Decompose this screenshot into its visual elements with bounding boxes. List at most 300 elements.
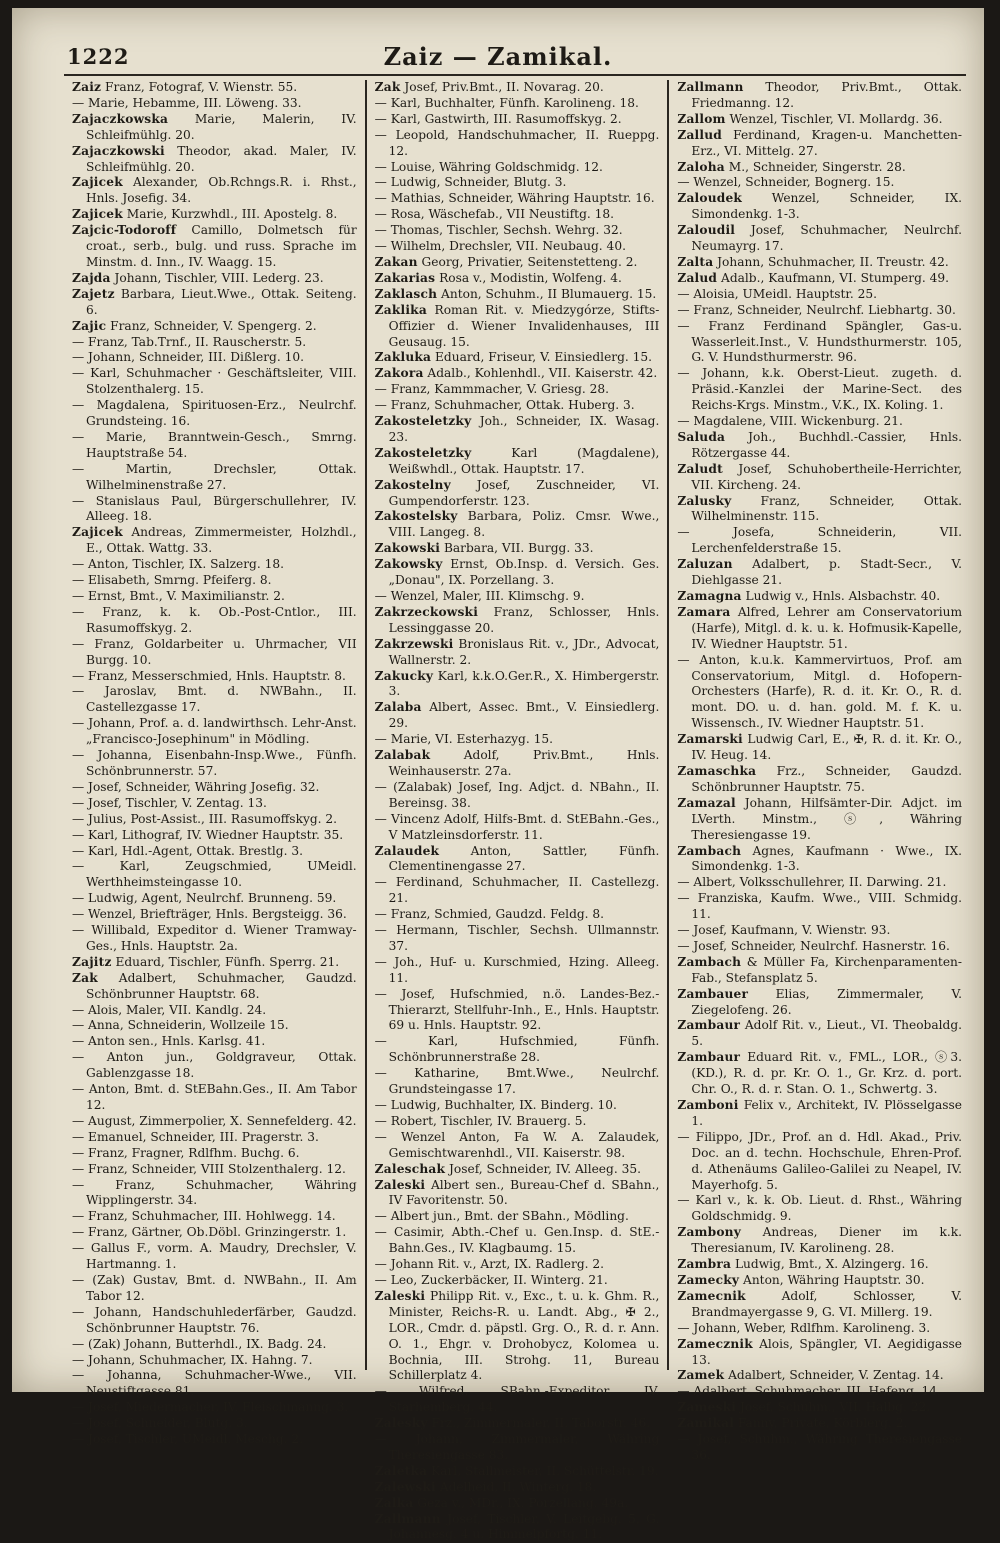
entry-surname: Zamek: [677, 1368, 725, 1383]
directory-entry: [677, 1416, 962, 1432]
entry-details: Bronislaus Rit. v., JDr., Advocat, Wallnerstr. 2.: [388, 636, 660, 667]
entry-details: Johann, Tischler, VIII. Lederg. 23.: [110, 270, 324, 285]
directory-entry: [677, 1432, 962, 1464]
entry-surname: Zamazal: [677, 795, 736, 810]
entry-details: — Elisabeth, Smrng. Pfeiferg. 8.: [72, 573, 272, 588]
directory-entry: [375, 303, 660, 351]
entry-surname: Zalabak: [374, 748, 431, 763]
directory-entry: [375, 987, 660, 1035]
directory-entry: [677, 1193, 962, 1225]
entry-details: — Casimir, Abth.-Chef u. Gen.Insp. d. StE.-Bahn.Ges., IV. Klagbaumg. 15.: [374, 1225, 660, 1256]
directory-entry: [72, 1003, 357, 1019]
entry-details: — Karl, Gastwirth, III. Rasumoffskyg. 2.: [374, 111, 622, 126]
entry-surname: Zameski: [677, 1400, 737, 1415]
directory-entry: [375, 96, 660, 112]
directory-entry: [72, 398, 357, 430]
running-head: Zaiz — Zamikal.: [383, 42, 613, 71]
directory-entry: [72, 971, 357, 1003]
entry-details: Agnes, Kaufmann · Wwe., IX. Simondenkg. 1-3.: [691, 843, 963, 874]
entry-details: — Johanna, Eisenbahn-Insp.Wwe., Fünfh. Schönbrunnerstr. 57.: [72, 748, 357, 778]
entry-surname: Zajic: [72, 318, 107, 333]
entry-surname: Zaklasch: [374, 286, 438, 301]
entry-surname: Zakosteletzky: [374, 414, 472, 429]
entry-details: — Franz, Schneider, VIII Stolzenthalerg. 12.: [72, 1161, 346, 1176]
directory-entry: [677, 80, 962, 112]
directory-entry: [375, 1034, 660, 1066]
entry-details: Alfred, Lehrer am Conservatorium (Harfe), Mitgl. d. k. u. k. Hofmusik-Kapelle, IV. Wiedner Hauptstr. 51.: [691, 604, 963, 651]
directory-entry: [677, 1130, 962, 1194]
directory-entry: [72, 366, 357, 398]
entry-surname: Zallmann: [677, 80, 744, 94]
entry-details: Franz, Schneider, V. Spengerg. 2.: [106, 318, 317, 333]
entry-details: — Franz, Fragner, Rdlfhm. Buchg. 6.: [72, 1145, 300, 1160]
entry-details: — Martin, Drechsler, Ottak. Wilhelminenstraße 27.: [72, 461, 357, 492]
entry-details: — Julius, Post-Assist., III. Rasumoffskyg. 2.: [72, 811, 338, 826]
directory-entry: [677, 1321, 962, 1337]
directory-entry: [72, 1018, 357, 1034]
entry-surname: Zak: [72, 970, 98, 985]
entry-details: — Louise, Währing Goldschmidg. 12.: [374, 159, 603, 174]
entry-details: — Franz, Schuhmacher, III. Hohlwegg. 14.: [72, 1209, 336, 1224]
entry-surname: Zambaur: [677, 1018, 741, 1033]
directory-entry: [677, 1273, 962, 1289]
entry-details: Alois, Spängler, VI. Aegidigasse 13.: [691, 1336, 963, 1367]
directory-entry: [72, 271, 357, 287]
entry-details: Rosa v., Modistin, Wolfeng. 4.: [435, 270, 622, 285]
directory-entry: [72, 175, 357, 207]
directory-entry: [375, 175, 660, 191]
directory-entry: [72, 859, 357, 891]
directory-entry: [677, 175, 962, 191]
directory-entry: [375, 1464, 660, 1480]
entry-details: — Marie, Branntwein-Gesch., Smrng. Hauptstraße 54.: [72, 429, 357, 460]
directory-entry: [375, 748, 660, 780]
entry-details: Josef, Schneider, IV. Alleeg. 35.: [445, 1161, 641, 1176]
entry-surname: Zajcic-Todoroff: [72, 223, 177, 238]
directory-entry: [375, 1114, 660, 1130]
directory-entry: [72, 684, 357, 716]
entry-details: — Joh., Huf- u. Kurschmied, Hzing. Alleeg. 11.: [374, 954, 660, 985]
entry-details: — Wenzel, Briefträger, Hnls. Bergsteigg. 36.: [72, 907, 347, 922]
entry-details: — Ludwig, Agent, Neulrchf. Brunneng. 59.: [72, 891, 337, 906]
directory-entry: [375, 1257, 660, 1273]
entry-details: — Anna, Schneiderin, Wollzeile 15.: [72, 1018, 289, 1033]
entry-details: — Franz, Schneider, Neulrchf. Liebhartg. 30.: [677, 302, 956, 317]
directory-entry: [72, 844, 357, 860]
directory-entry: [677, 923, 962, 939]
directory-entry: [677, 1337, 962, 1369]
directory-entry: [375, 1162, 660, 1178]
directory-entry: [375, 780, 660, 812]
directory-entry: [375, 80, 660, 96]
directory-entry: [72, 1305, 357, 1337]
entry-details: — Alois, Maler, VII. Kandlg. 24.: [72, 1002, 267, 1017]
directory-entry: [375, 1066, 660, 1098]
entry-details: — Magdalena, Spirituosen-Erz., Neulrchf. Grundsteing. 16.: [72, 398, 357, 429]
entry-surname: Zalewski: [374, 1479, 436, 1494]
entry-details: Karl, Stallmeister, II. Schüttelstr. 19.: [427, 1463, 659, 1478]
entry-details: Alexander, Ob.Rchngs.R. i. Rhst., Hnls. Josefig. 34.: [86, 175, 357, 206]
entry-details: — Katharine, Bmt.Wwe., Neulrchf. Grundsteingasse 17.: [374, 1066, 660, 1097]
column-3: [667, 80, 970, 1462]
entry-surname: Zamarski: [677, 732, 743, 747]
directory-entry: [72, 1273, 357, 1305]
directory-entry: [375, 255, 660, 271]
entry-details: — Franz, Messerschmied, Hnls. Hauptstr. 8.: [72, 668, 346, 683]
entry-details: — Josef, Schuhm., Währing Theresiengasse 36.: [677, 1432, 963, 1462]
entry-details: — (Zak) Johann, Butterhdl., IX. Badg. 24.: [72, 1336, 327, 1351]
entry-details: Anton, Währing Hauptstr. 30.: [739, 1272, 925, 1287]
directory-entry: [72, 796, 357, 812]
entry-details: — Filippo, JDr., Prof. an d. Hdl. Akad., Priv. Doc. an d. techn. Hochschule, Ehren-Prof. d. Athenäums Galileo-Galilei zu Neapel, IV. Mayerhofg. 5.: [677, 1129, 963, 1192]
directory-entry: [375, 271, 660, 287]
entry-details: — Karl, Lithograf, IV. Wiedner Hauptstr. 35.: [72, 827, 344, 842]
entry-surname: Zamecky: [677, 1272, 740, 1287]
directory-entry: [375, 1512, 660, 1543]
entry-details: — Wilhelm, Drechsler, VII. Neubaug. 40.: [374, 239, 626, 254]
directory-entry: [677, 271, 962, 287]
directory-entry: [375, 955, 660, 987]
directory-entry: [375, 1384, 660, 1416]
directory-entry: [375, 844, 660, 876]
directory-entry: [72, 589, 357, 605]
directory-entry: [677, 557, 962, 589]
entry-details: — Josef, Tischler, V. Zentag. 13.: [72, 795, 267, 810]
entry-surname: Zambach: [677, 954, 742, 969]
directory-entry: [375, 557, 660, 589]
entry-surname: Saluda: [677, 429, 726, 444]
entry-details: Adalbert, p. Stadt-Secr., V. Diehlgasse 21.: [691, 557, 963, 588]
entry-details: — Johann, k.k. Oberst-Lieut. zugeth. d. Präsid.-Kanzlei der Marine-Sect. des Reichs-Krgs. Minstm., V.K., IX. Koling. 1.: [677, 366, 963, 413]
directory-entry: [72, 80, 357, 96]
directory-entry: [375, 812, 660, 844]
directory-entry: [375, 923, 660, 955]
directory-entry: [375, 541, 660, 557]
directory-entry: [375, 1098, 660, 1114]
entry-details: Adolf, Schlosser, V. Brandmayergasse 9, G. VI. Millerg. 19.: [691, 1288, 963, 1319]
entry-details: Josef, Tischler, V. Leitgebg. 5, G. Johannesg. 4 u. Himmelpfortg. 11.: [388, 1511, 660, 1542]
entry-details: Josef, Zuschneider, VI. Gumpendorferstr. 123.: [388, 477, 660, 508]
entry-details: — Josef, Tischler, UMeidl. Meschg. 2.: [72, 1432, 303, 1447]
entry-details: — Josef, Schneider, Blutg. 3.: [72, 1416, 248, 1431]
entry-details: — Ludwig, Schneider, Blutg. 3.: [374, 175, 567, 190]
entry-details: — Robert, Tischler, IV. Brauerg. 5.: [374, 1113, 587, 1128]
directory-entry: [72, 1082, 357, 1114]
directory-entry: [375, 239, 660, 255]
entry-details: — Franz, Schuhmacher, Währing Wipplingerstr. 34.: [72, 1177, 357, 1208]
directory-entry: [375, 1273, 660, 1289]
directory-entry: [375, 700, 660, 732]
directory-entry: [677, 191, 962, 223]
entry-details: Josef, Schuhmacher, Neulrchf. Neumayrg. 17.: [691, 223, 963, 254]
entry-details: — Josef, Schneider, Neulrchf. Hasnerstr. 16.: [677, 938, 950, 953]
entry-surname: Zamboni: [677, 1098, 739, 1112]
entry-surname: Zambauer: [677, 986, 749, 1001]
entry-surname: Zaluzan: [677, 557, 733, 572]
entry-surname: Zallud: [677, 127, 722, 142]
entry-details: — Franz, Gärtner, Ob.Döbl. Grinzingerstr. 1.: [72, 1225, 347, 1240]
directory-entry: [72, 319, 357, 335]
entry-details: Anton, Sattler, Fünfh. Clementinengasse 27.: [388, 843, 660, 874]
entry-details: — (Zalabak) Josef, Ing. Adjct. d. NBahn., II. Bereinsg. 38.: [374, 779, 660, 810]
directory-entry: [72, 335, 357, 351]
entry-surname: Zakrzewski: [374, 636, 454, 651]
entry-surname: Zakrzeckowski: [374, 604, 479, 619]
directory-entry: [677, 1050, 962, 1098]
entry-surname: Zalta: [677, 254, 714, 269]
page-number: 1222: [67, 44, 130, 69]
directory-entry: [72, 1416, 357, 1432]
entry-details: — Ludwig, Buchhalter, IX. Binderg. 10.: [374, 1098, 617, 1112]
entry-surname: Zajicek: [72, 175, 123, 190]
directory-entry: [677, 414, 962, 430]
directory-entry: [72, 828, 357, 844]
entry-details: — Leo, Zuckerbäcker, II. Winterg. 21.: [374, 1272, 608, 1287]
directory-entry: [677, 653, 962, 733]
entry-details: — Mathias, Schneider, Währing Hauptstr. 16.: [374, 191, 655, 206]
entry-details: Fanny, Private, Körblerg. 2.: [734, 1416, 908, 1431]
entry-details: Adalb., Kohlenhdl., VII. Kaiserstr. 42.: [423, 366, 658, 381]
directory-entry: [375, 223, 660, 239]
entry-surname: Zaiz: [72, 80, 102, 94]
directory-entry: [72, 430, 357, 462]
entry-surname: Zamikal: [677, 1416, 735, 1431]
directory-entry: [72, 1225, 357, 1241]
directory-entry: [72, 287, 357, 319]
entry-details: — Josef, Kaufmann, V. Wienstr. 93.: [677, 923, 891, 938]
entry-details: Josef, Schuhm., VII. Halbg. 22.: [736, 1400, 931, 1415]
entry-details: Joh., Schneider, IX. Wasag. 23.: [388, 414, 660, 444]
entry-surname: Zakowsky: [374, 557, 443, 572]
directory-entry: [677, 1018, 962, 1050]
directory-entry: [677, 875, 962, 891]
entry-details: M., Schneider, Singerstr. 28.: [724, 159, 906, 174]
entry-surname: Zakluka: [374, 350, 432, 365]
entry-details: — Thomas, Tischler, Sechsh. Wehrg. 32.: [374, 223, 623, 238]
directory-entry: [375, 1416, 660, 1432]
directory-entry: [375, 509, 660, 541]
directory-entry: [72, 669, 357, 685]
entry-details: Andreas, Diener im k.k. Theresianum, IV. Karolineng. 28.: [691, 1225, 963, 1256]
entry-details: — Johann, Schuhmacher, IX. Hahng. 7.: [72, 1352, 313, 1367]
entry-details: Barbara, VII. Burgg. 33.: [440, 541, 594, 556]
directory-entry: [72, 1034, 357, 1050]
directory-entry: [375, 366, 660, 382]
directory-entry: [72, 812, 357, 828]
directory-entry: [72, 891, 357, 907]
entry-surname: Zaletka: [374, 1463, 428, 1478]
directory-entry: [72, 748, 357, 780]
entry-surname: Zambony: [677, 1225, 742, 1240]
directory-entry: [375, 128, 660, 160]
directory-entry: [72, 207, 357, 223]
entry-details: Adalbert, Schuhmacher, Gaudzd. Schönbrunner Hauptstr. 68.: [86, 970, 357, 1001]
entry-surname: Zajaczkowska: [72, 111, 169, 126]
directory-entry: [72, 780, 357, 796]
entry-surname: Zakucky: [374, 668, 434, 683]
entry-details: Theodor, akad. Maler, IV. Schleifmühlg. 20.: [86, 143, 357, 174]
entry-surname: Zak: [374, 80, 401, 94]
directory-entry: [72, 96, 357, 112]
entry-details: Wenzel, Schneider, IX. Simondenkg. 1-3.: [691, 191, 963, 222]
entry-surname: Zajetz: [72, 286, 115, 301]
directory-entry: [72, 605, 357, 637]
directory-entry: [677, 732, 962, 764]
entry-details: — Marie, Hebamme, III. Löweng. 33.: [72, 95, 302, 110]
entry-details: — Karl v., k. k. Ob. Lieut. d. Rhst., Währing Goldschmidg. 9.: [677, 1193, 963, 1224]
directory-entry: [375, 160, 660, 176]
entry-details: & Müller Fa, Kirchenparamenten-Fab., Stefansplatz 5.: [691, 954, 963, 985]
entry-surname: Zalud: [677, 270, 718, 285]
entry-details: — Franz Ferdinand Spängler, Gas-u. Wasserleit.Inst., V. Hundsthurmerstr. 105, G. V. Hundsthurmerstr. 96.: [677, 318, 963, 365]
entry-surname: Zakan: [374, 254, 418, 269]
entry-details: — Johann, Schneider, III. Dißlerg. 10.: [72, 350, 304, 365]
entry-details: — Vincenz Adolf, Hilfs-Bmt. d. StEBahn.-Ges., V Matzleinsdorferstr. 11.: [374, 811, 660, 842]
entry-details: — Johann, Handschuhlederfärber, Gaudzd. Schönbrunner Hauptstr. 76.: [72, 1304, 357, 1335]
entry-surname: Zakostelny: [374, 477, 451, 492]
directory-entry: [72, 1432, 357, 1448]
entry-details: — August, Zimmerpolier, X. Sennefelderg. 42.: [72, 1113, 357, 1128]
entry-details: — Anton sen., Hnls. Karlsg. 41.: [72, 1034, 266, 1049]
entry-surname: Zaloudek: [677, 191, 743, 206]
entry-details: Georg, Privatier, Seitenstetteng. 2.: [417, 254, 638, 269]
directory-entry: [677, 955, 962, 987]
entry-details: — Hermann, Tischler, Sechsh. Ullmannstr. 37.: [374, 923, 660, 953]
entry-details: — Franz, k. k. Ob.-Post-Cntlor., III. Rasumoffskyg. 2.: [72, 604, 357, 635]
column-1: [64, 80, 365, 1447]
entry-surname: Zamagna: [677, 589, 742, 603]
entry-details: Ludwig Carl, E., ✠, R. d. it. Kr. O., IV. Heug. 14.: [691, 732, 963, 763]
entry-details: — Franz, Goldarbeiter u. Uhrmacher, VII Burgg. 10.: [72, 636, 357, 667]
entry-surname: Zamaschka: [677, 763, 757, 778]
directory-entry: [72, 223, 357, 271]
entry-details: Barbara, Lieut.Wwe., Ottak. Seiteng. 6.: [86, 286, 357, 317]
entry-details: — Wenzel, Maler, III. Klimschg. 9.: [374, 589, 585, 603]
entry-details: — Johann Rit. v., Arzt, IX. Radlerg. 2.: [374, 1257, 604, 1272]
entry-details: — Aloisia, UMeidl. Hauptstr. 25.: [677, 286, 878, 301]
directory-entry: [677, 1384, 962, 1400]
entry-details: Eduard, Friseur, V. Einsiedlerg. 15.: [431, 350, 653, 365]
entry-surname: Zakostelsky: [374, 509, 458, 524]
entry-details: Joh., Buchhdl.-Cassier, Hnls. Rötzergasse 44.: [691, 429, 963, 460]
entry-details: — Marie, VI. Esterhazyg. 15.: [374, 732, 553, 747]
directory-entry: [677, 366, 962, 414]
entry-details: Adalbert, Schneider, V. Zentag. 14.: [724, 1368, 944, 1383]
entry-surname: Zaloudil: [677, 223, 736, 238]
entry-surname: Zalusky: [677, 493, 732, 508]
directory-entry: [72, 1178, 357, 1210]
entry-details: Camillo, Dolmetsch für croat., serb., bulg. und russ. Sprache im Minstm. d. Inn., IV. Waagg. 15.: [86, 223, 357, 269]
entry-details: — Franz, Schmied, Gaudzd. Feldg. 8.: [374, 907, 605, 922]
entry-details: — Ferdinand, Schuhmacher, II. Castellezg. 21.: [374, 875, 660, 906]
directory-entry: [72, 907, 357, 923]
entry-surname: Zalka: [374, 1495, 414, 1510]
directory-entry: [375, 478, 660, 510]
entry-details: Ernst, Ob.Insp. d. Versich. Ges. „Donau", IX. Porzellang. 3.: [388, 557, 660, 588]
entry-details: Ludwig v., Hnls. Alsbachstr. 40.: [741, 589, 941, 603]
entry-details: Johann, Hilfsämter-Dir. Adjct. im LVerth. Minstm., ⓢ, Währing Theresiengasse 19.: [691, 795, 963, 842]
directory-entry: [677, 1257, 962, 1273]
directory-entry: [677, 319, 962, 367]
entry-details: — Gallus F., vorm. A. Maudry, Drechsler, V. Hartmanng. 1.: [72, 1241, 357, 1272]
entry-surname: Zalaba: [374, 700, 422, 715]
entry-details: Adolf Rit. v., Lieut., VI. Theobaldg. 5.: [691, 1018, 963, 1049]
entry-details: Andreas, Zimmermeister, Holzhdl., E., Ottak. Wattg. 33.: [86, 525, 357, 556]
entry-details: — Johann, Weber, Rdlfhm. Karolineng. 3.: [677, 1320, 931, 1335]
directory-entry: [677, 987, 962, 1019]
entry-details: Marie, Kurzwhdl., III. Apostelg. 8.: [122, 207, 338, 222]
directory-entry: [72, 1353, 357, 1369]
entry-details: Adelheid, II. Winterg. 18.: [435, 1479, 597, 1494]
entry-details: — Karl, Hufschmied, Fünfh. Schönbrunnerstraße 28.: [374, 1034, 660, 1065]
directory-entry: [72, 637, 357, 669]
entry-details: Ferdinand, Kragen-u. Manchetten-Erz., VI. Mittelg. 27.: [691, 127, 963, 158]
entry-details: Philipp Rit. v., Exc., t. u. k. Ghm. R., Minister, Reichs-R. u. Landt. Abg., ✠ 2., LOR., Cmdr. d. päpstl. Grg. O., R. d. r. Ann. O. 1., Ehgr. v. Drohobycz, Kolomea u. Bochnia, III. Strohg. 11, Bureau Schillerplatz 4.: [388, 1288, 660, 1383]
directory-entry: [677, 462, 962, 494]
entry-surname: Zambach: [677, 843, 742, 858]
entry-details: — Johann, Zimmermaler, Währing Theresiengasse 83.: [374, 1432, 660, 1462]
entry-details: Geza v., MDr., IX. Porzellang. 49a.: [413, 1495, 629, 1510]
directory-entry: [375, 1130, 660, 1162]
entry-details: — Willibald, Expeditor d. Wiener Tramway-Ges., Hnls. Hauptstr. 2a.: [72, 923, 357, 953]
directory-entry: [72, 1400, 357, 1416]
entry-details: Elias, Zimmermaler, V. Ziegelofeng. 26.: [691, 986, 963, 1017]
directory-entry: [375, 446, 660, 478]
entry-surname: Zaleschak: [374, 1161, 446, 1176]
entry-surname: Zalesky: [374, 1416, 428, 1431]
entry-surname: Zamara: [677, 604, 731, 619]
directory-entry: [375, 907, 660, 923]
directory-entry: [677, 287, 962, 303]
entry-details: Johann, Schuhmacher, II. Treustr. 42.: [713, 254, 949, 269]
entry-details: — Anton, k.u.k. Kammervirtuos, Prof. am Conservatorium, Mitgl. d. Hofopern-Orchesters (Harfe), R. d. it. Kr. O., R. d. mont. DO. u. d. han. gold. M. f. K. u. Wissensch., IV. Wiedner Hauptstr. 51.: [677, 652, 963, 731]
entry-surname: Zakarias: [374, 270, 436, 285]
directory-entry: [677, 1289, 962, 1321]
entry-surname: Zajitz: [72, 954, 112, 969]
entry-details: Albert sen., Bureau-Chef d. SBahn., IV Favoritenstr. 50.: [388, 1177, 660, 1208]
entry-surname: Zallmann: [374, 1511, 441, 1526]
entry-details: — Josef, Miedermacher, IV. Fleischmanng. 3.: [72, 1400, 349, 1415]
entry-details: Felix v., Architekt, IV. Plösselgasse 1.: [691, 1098, 963, 1128]
entry-surname: Zaloha: [677, 159, 725, 174]
entry-details: Franz, Schneider, Ottak. Wilhelminenstr. 115.: [691, 493, 963, 524]
directory-entry: [375, 191, 660, 207]
directory-entry: [375, 605, 660, 637]
directory-entry: [72, 1130, 357, 1146]
entry-details: — Leopold, Handschuhmacher, II. Rueppg. 12.: [374, 127, 660, 158]
directory-entry: [72, 1209, 357, 1225]
entry-surname: Zaleski: [374, 1288, 426, 1303]
entry-details: Adalb., Kaufmann, VI. Stumperg. 49.: [717, 270, 950, 285]
directory-entry: [677, 939, 962, 955]
entry-details: Adolf, Priv.Bmt., Hnls. Weinhauserstr. 27a.: [388, 748, 660, 778]
directory-entry: [375, 112, 660, 128]
directory-entry: [677, 160, 962, 176]
entry-details: — Johann, Prof. a. d. landwirthsch. Lehr-Anst. „Francisco-Josephinum" in Mödling.: [72, 716, 357, 747]
entry-surname: Zalaudek: [374, 843, 440, 858]
entry-details: — Rosa, Wäschefab., VII Neustiftg. 18.: [374, 207, 615, 222]
entry-details: Frz., Zimmermaler, II. Taborstr. 46.: [427, 1416, 651, 1431]
entry-details: Barbara, Poliz. Cmsr. Wwe., VIII. Langeg. 8.: [388, 509, 660, 540]
directory-entry: [375, 589, 660, 605]
directory-entry: [375, 1480, 660, 1496]
directory-entry: [375, 1496, 660, 1512]
directory-entry: [72, 525, 357, 557]
directory-entry: [375, 875, 660, 907]
directory-entry: [72, 1162, 357, 1178]
directory-entry: [677, 891, 962, 923]
entry-details: — Karl, Buchhalter, Fünfh. Karolineng. 18.: [374, 95, 639, 110]
